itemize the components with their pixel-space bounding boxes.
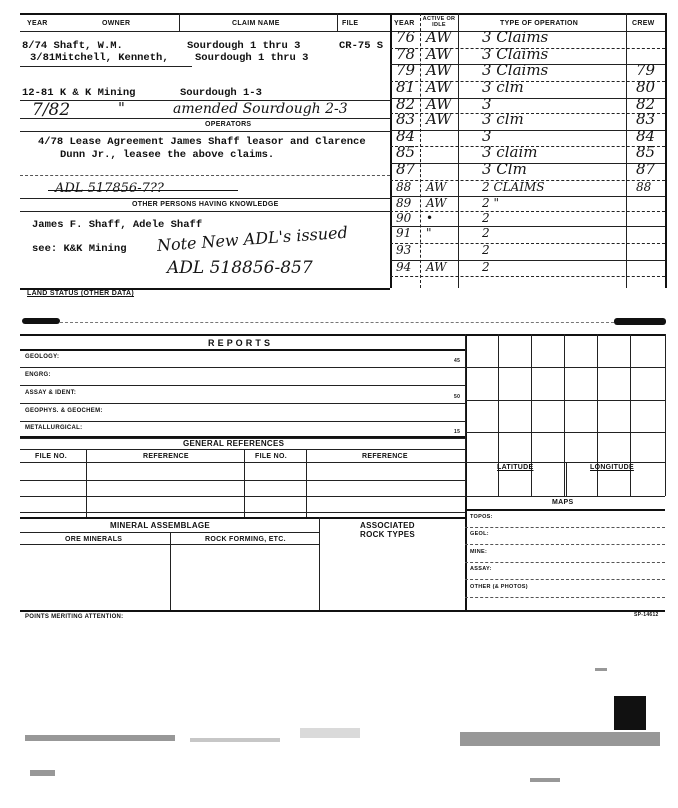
map-row-label: MINE: [470,549,488,555]
activity-crew: 85 [636,143,656,161]
report-row-number: 15 [454,429,461,435]
reports-title: R E P O R T S [208,338,271,348]
land-status-label: LAND STATUS (OTHER DATA) [27,290,135,297]
map-row-label: TOPOS: [470,514,493,520]
activity-year: 76 [396,28,416,46]
gr-col-file-no-2: FILE NO. [255,453,287,460]
activity-year: 90 [396,211,412,225]
activity-year: 85 [396,143,416,161]
activity-type: 3 [482,95,492,113]
header-year: YEAR [27,20,48,27]
mineral-assoc1: ASSOCIATED [360,521,415,530]
header-file: FILE [342,20,359,27]
activity-year: 82 [396,95,416,113]
activity-type: 3 Claims [482,61,549,79]
activity-status: AW [426,260,447,274]
activity-year: 88 [396,180,412,194]
operators-line1: 4/78 Lease Agreement James Shaff leasor and Clarence [38,136,366,148]
owner-claim: amended Sourdough 2-3 [173,101,348,117]
scan-smudge [614,318,666,325]
owner-row: 3/81Mitchell, Kenneth, [30,52,169,64]
activity-status: " [426,226,432,240]
activity-status: • [426,211,434,225]
maps-title: MAPS [552,499,574,506]
activity-crew: 80 [636,78,656,96]
activity-year: 91 [396,226,412,240]
owner-claim: Sourdough 1 thru 3 [195,52,309,64]
activity-status: AW [426,78,452,96]
scan-smudge [22,318,60,324]
activity-crew: 79 [636,61,656,79]
report-row-label: METALLURGICAL: [25,425,83,431]
activity-type: 3 clm [482,78,524,96]
header-active-idle: ACTIVE OR IDLE [422,16,456,28]
activity-status: AW [426,196,447,210]
owner-row: 8/74 Shaft, W.M. [22,40,123,52]
general-refs-title: GENERAL REFERENCES [183,439,285,448]
report-row-label: GEOLOGY: [25,354,60,360]
other-persons-label: OTHER PERSONS HAVING KNOWLEDGE [132,201,279,208]
owner-row: 7/82 [32,100,71,120]
activity-type: 2 [482,211,490,225]
activity-type: 3 [482,127,492,145]
longitude-label: LONGITUDE [590,464,634,471]
activity-status: AW [426,180,447,194]
mineral-title: MINERAL ASSEMBLAGE [110,521,211,530]
activity-type: 2 [482,226,490,240]
report-row-label: ENGRG: [25,372,51,378]
activity-year: 89 [396,196,412,210]
gr-col-reference: REFERENCE [143,453,189,460]
activity-type: 3 clm [482,110,524,128]
other-persons-note1: Note New ADL's issued [156,222,349,255]
mineral-ore: ORE MINERALS [65,536,123,543]
activity-type: 3 claim [482,143,538,161]
header-year2: YEAR [394,20,415,27]
owner-row: 12-81 K & K Mining [22,87,136,99]
activity-year: 83 [396,110,416,128]
map-row-label: GEOL: [470,531,489,537]
activity-year: 78 [396,45,416,63]
activity-year: 84 [396,127,416,145]
report-row-number: 45 [454,358,461,364]
activity-type: 3 Clm [482,160,527,178]
other-persons-note2: ADL 518856-857 [167,258,313,278]
operators-struck-text: ADL 517856-7?? [55,181,164,196]
activity-type: 2 [482,243,490,257]
latitude-label: LATITUDE [497,464,534,471]
owner-file: CR-75 S [339,40,384,52]
header-owner: OWNER [102,20,131,27]
activity-crew: 88 [636,180,652,194]
map-row-label: ASSAY: [470,566,492,572]
activity-type: 2 CLAIMS [482,180,545,194]
activity-type: 3 Claims [482,28,549,46]
activity-year: 79 [396,61,416,79]
activity-crew: 82 [636,95,656,113]
mineral-assoc2: ROCK TYPES [360,530,416,539]
activity-crew: 83 [636,110,656,128]
activity-year: 81 [396,78,416,96]
header-claim-name: CLAIM NAME [232,20,280,27]
activity-type: 3 Claims [482,45,549,63]
owner-ditto: " [118,99,125,117]
activity-status: AW [426,28,452,46]
activity-status: AW [426,61,452,79]
points-meriting-attention: POINTS MERITING ATTENTION: [25,614,124,620]
header-type-of-operation: TYPE OF OPERATION [500,20,579,27]
operators-label: OPERATORS [205,121,252,128]
header-crew: CREW [632,20,655,27]
report-row-label: ASSAY & IDENT: [25,390,77,396]
gr-col-reference-2: REFERENCE [362,453,408,460]
activity-crew: 84 [636,127,656,145]
activity-crew: 87 [636,160,656,178]
other-persons-line1: James F. Shaff, Adele Shaff [32,219,203,231]
operators-line2: Dunn Jr., leasee the above claims. [60,149,275,161]
activity-status: AW [426,110,452,128]
owner-claim: Sourdough 1-3 [180,87,262,99]
activity-year: 94 [396,260,412,274]
activity-year: 93 [396,243,412,257]
other-persons-line2: see: K&K Mining [32,243,127,255]
map-row-label: OTHER (& PHOTOS) [470,584,528,590]
activity-status: AW [426,45,452,63]
mineral-rock: ROCK FORMING, ETC. [205,536,286,543]
activity-year: 87 [396,160,416,178]
report-row-label: GEOPHYS. & GEOCHEM: [25,408,103,414]
activity-status: AW [426,95,452,113]
gr-col-file-no: FILE NO. [35,453,67,460]
activity-type: 2 " [482,196,499,210]
form-number: SP-14612 [634,612,659,618]
report-row-number: 50 [454,394,461,400]
owner-claim: Sourdough 1 thru 3 [187,40,301,52]
activity-type: 2 [482,260,490,274]
